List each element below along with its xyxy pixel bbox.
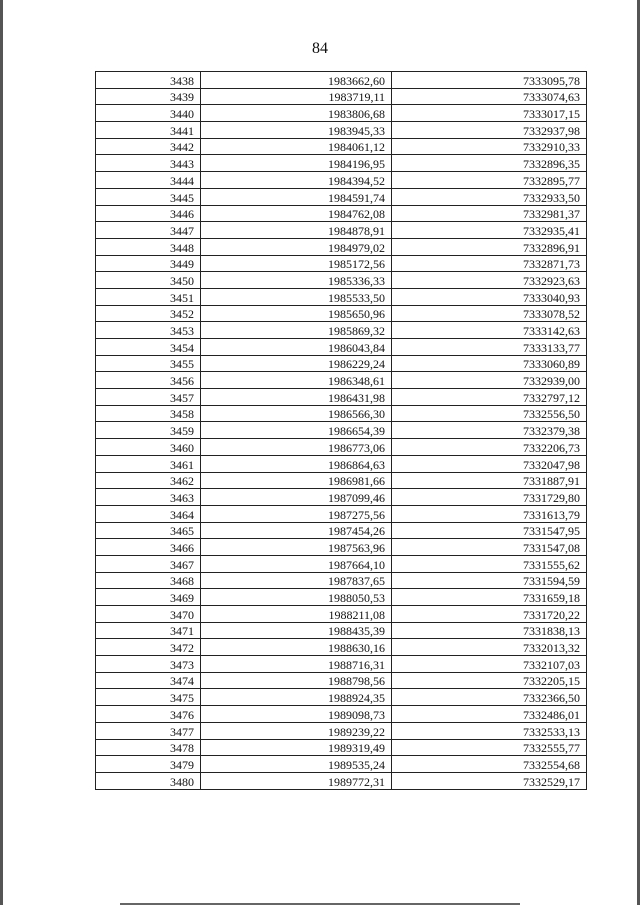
table-row xyxy=(96,739,587,756)
table-row xyxy=(96,188,587,205)
point-number-cell: 3450 xyxy=(96,272,201,289)
x-coordinate-cell: 1988716,31 xyxy=(201,656,392,673)
x-coordinate-cell: 1986431,98 xyxy=(201,389,392,406)
coordinates-table xyxy=(95,71,587,790)
point-number-cell: 3456 xyxy=(96,372,201,389)
table-row xyxy=(96,706,587,723)
x-coordinate-cell: 1986981,66 xyxy=(201,472,392,489)
y-coordinate-cell: 7332013,32 xyxy=(392,639,587,656)
x-coordinate-cell: 1986229,24 xyxy=(201,355,392,372)
y-coordinate-cell: 7332981,37 xyxy=(392,205,587,222)
y-coordinate-cell: 7333074,63 xyxy=(392,88,587,105)
table-row xyxy=(96,672,587,689)
point-number-cell: 3469 xyxy=(96,589,201,606)
y-coordinate-cell: 7332533,13 xyxy=(392,722,587,739)
table-row xyxy=(96,772,587,789)
table-row xyxy=(96,422,587,439)
x-coordinate-cell: 1987454,26 xyxy=(201,522,392,539)
y-coordinate-cell: 7333078,52 xyxy=(392,305,587,322)
point-number-cell: 3442 xyxy=(96,138,201,155)
x-coordinate-cell: 1985869,32 xyxy=(201,322,392,339)
table-row xyxy=(96,606,587,623)
y-coordinate-cell: 7332555,77 xyxy=(392,739,587,756)
table-row xyxy=(96,539,587,556)
x-coordinate-cell: 1984196,95 xyxy=(201,155,392,172)
point-number-cell: 3452 xyxy=(96,305,201,322)
x-coordinate-cell: 1984394,52 xyxy=(201,172,392,189)
point-number-cell: 3444 xyxy=(96,172,201,189)
x-coordinate-cell: 1983719,11 xyxy=(201,88,392,105)
point-number-cell: 3466 xyxy=(96,539,201,556)
x-coordinate-cell: 1985533,50 xyxy=(201,288,392,305)
point-number-cell: 3464 xyxy=(96,505,201,522)
point-number-cell: 3470 xyxy=(96,606,201,623)
table-row xyxy=(96,489,587,506)
x-coordinate-cell: 1986773,06 xyxy=(201,439,392,456)
y-coordinate-cell: 7332939,00 xyxy=(392,372,587,389)
x-coordinate-cell: 1987563,96 xyxy=(201,539,392,556)
x-coordinate-cell: 1986654,39 xyxy=(201,422,392,439)
y-coordinate-cell: 7332797,12 xyxy=(392,389,587,406)
table-row xyxy=(96,105,587,122)
coordinates-table-body xyxy=(96,72,587,790)
y-coordinate-cell: 7332937,98 xyxy=(392,122,587,139)
table-row xyxy=(96,572,587,589)
x-coordinate-cell: 1983945,33 xyxy=(201,122,392,139)
point-number-cell: 3449 xyxy=(96,255,201,272)
table-row xyxy=(96,656,587,673)
x-coordinate-cell: 1989319,49 xyxy=(201,739,392,756)
x-coordinate-cell: 1989535,24 xyxy=(201,756,392,773)
point-number-cell: 3467 xyxy=(96,555,201,572)
point-number-cell: 3463 xyxy=(96,489,201,506)
table-row xyxy=(96,288,587,305)
y-coordinate-cell: 7333142,63 xyxy=(392,322,587,339)
point-number-cell: 3480 xyxy=(96,772,201,789)
y-coordinate-cell: 7332205,15 xyxy=(392,672,587,689)
table-row xyxy=(96,472,587,489)
point-number-cell: 3465 xyxy=(96,522,201,539)
table-row xyxy=(96,88,587,105)
table-row xyxy=(96,405,587,422)
y-coordinate-cell: 7332935,41 xyxy=(392,222,587,239)
y-coordinate-cell: 7332895,77 xyxy=(392,172,587,189)
y-coordinate-cell: 7332896,35 xyxy=(392,155,587,172)
x-coordinate-cell: 1988050,53 xyxy=(201,589,392,606)
point-number-cell: 3440 xyxy=(96,105,201,122)
table-row xyxy=(96,355,587,372)
x-coordinate-cell: 1989239,22 xyxy=(201,722,392,739)
y-coordinate-cell: 7332379,38 xyxy=(392,422,587,439)
point-number-cell: 3443 xyxy=(96,155,201,172)
table-row xyxy=(96,255,587,272)
table-row xyxy=(96,222,587,239)
x-coordinate-cell: 1983662,60 xyxy=(201,72,392,89)
x-coordinate-cell: 1985650,96 xyxy=(201,305,392,322)
table-row xyxy=(96,305,587,322)
y-coordinate-cell: 7331659,18 xyxy=(392,589,587,606)
table-row xyxy=(96,205,587,222)
y-coordinate-cell: 7332486,01 xyxy=(392,706,587,723)
x-coordinate-cell: 1989772,31 xyxy=(201,772,392,789)
point-number-cell: 3479 xyxy=(96,756,201,773)
x-coordinate-cell: 1985172,56 xyxy=(201,255,392,272)
x-coordinate-cell: 1988924,35 xyxy=(201,689,392,706)
y-coordinate-cell: 7332529,17 xyxy=(392,772,587,789)
table-row xyxy=(96,372,587,389)
scan-edge-left xyxy=(0,0,3,905)
y-coordinate-cell: 7331547,08 xyxy=(392,539,587,556)
y-coordinate-cell: 7333133,77 xyxy=(392,339,587,356)
table-row xyxy=(96,555,587,572)
x-coordinate-cell: 1988630,16 xyxy=(201,639,392,656)
y-coordinate-cell: 7332871,73 xyxy=(392,255,587,272)
y-coordinate-cell: 7333060,89 xyxy=(392,355,587,372)
x-coordinate-cell: 1984061,12 xyxy=(201,138,392,155)
y-coordinate-cell: 7331838,13 xyxy=(392,622,587,639)
y-coordinate-cell: 7331547,95 xyxy=(392,522,587,539)
point-number-cell: 3438 xyxy=(96,72,201,89)
x-coordinate-cell: 1985336,33 xyxy=(201,272,392,289)
table-row xyxy=(96,522,587,539)
x-coordinate-cell: 1983806,68 xyxy=(201,105,392,122)
table-row xyxy=(96,238,587,255)
x-coordinate-cell: 1989098,73 xyxy=(201,706,392,723)
y-coordinate-cell: 7333095,78 xyxy=(392,72,587,89)
table-row xyxy=(96,155,587,172)
table-row xyxy=(96,455,587,472)
point-number-cell: 3458 xyxy=(96,405,201,422)
table-row xyxy=(96,322,587,339)
table-row xyxy=(96,122,587,139)
point-number-cell: 3441 xyxy=(96,122,201,139)
x-coordinate-cell: 1986043,84 xyxy=(201,339,392,356)
page-number: 84 xyxy=(312,40,328,57)
table-row xyxy=(96,339,587,356)
x-coordinate-cell: 1986864,63 xyxy=(201,455,392,472)
y-coordinate-cell: 7332107,03 xyxy=(392,656,587,673)
y-coordinate-cell: 7331720,22 xyxy=(392,606,587,623)
y-coordinate-cell: 7331729,80 xyxy=(392,489,587,506)
point-number-cell: 3471 xyxy=(96,622,201,639)
table-row xyxy=(96,389,587,406)
point-number-cell: 3462 xyxy=(96,472,201,489)
x-coordinate-cell: 1984762,08 xyxy=(201,205,392,222)
point-number-cell: 3457 xyxy=(96,389,201,406)
point-number-cell: 3460 xyxy=(96,439,201,456)
point-number-cell: 3453 xyxy=(96,322,201,339)
table-row xyxy=(96,505,587,522)
point-number-cell: 3445 xyxy=(96,188,201,205)
x-coordinate-cell: 1988798,56 xyxy=(201,672,392,689)
point-number-cell: 3468 xyxy=(96,572,201,589)
table-row xyxy=(96,272,587,289)
x-coordinate-cell: 1987664,10 xyxy=(201,555,392,572)
table-row xyxy=(96,439,587,456)
point-number-cell: 3472 xyxy=(96,639,201,656)
point-number-cell: 3473 xyxy=(96,656,201,673)
y-coordinate-cell: 7332206,73 xyxy=(392,439,587,456)
point-number-cell: 3475 xyxy=(96,689,201,706)
table-row xyxy=(96,756,587,773)
x-coordinate-cell: 1986566,30 xyxy=(201,405,392,422)
point-number-cell: 3446 xyxy=(96,205,201,222)
point-number-cell: 3447 xyxy=(96,222,201,239)
table-row xyxy=(96,138,587,155)
point-number-cell: 3454 xyxy=(96,339,201,356)
table-row xyxy=(96,172,587,189)
y-coordinate-cell: 7331555,62 xyxy=(392,555,587,572)
table-row xyxy=(96,72,587,89)
table-row xyxy=(96,722,587,739)
x-coordinate-cell: 1987099,46 xyxy=(201,489,392,506)
point-number-cell: 3478 xyxy=(96,739,201,756)
y-coordinate-cell: 7332923,63 xyxy=(392,272,587,289)
y-coordinate-cell: 7332896,91 xyxy=(392,238,587,255)
point-number-cell: 3451 xyxy=(96,288,201,305)
x-coordinate-cell: 1988435,39 xyxy=(201,622,392,639)
y-coordinate-cell: 7333017,15 xyxy=(392,105,587,122)
point-number-cell: 3474 xyxy=(96,672,201,689)
table-row xyxy=(96,622,587,639)
x-coordinate-cell: 1986348,61 xyxy=(201,372,392,389)
point-number-cell: 3455 xyxy=(96,355,201,372)
y-coordinate-cell: 7333040,93 xyxy=(392,288,587,305)
y-coordinate-cell: 7331594,59 xyxy=(392,572,587,589)
y-coordinate-cell: 7332366,50 xyxy=(392,689,587,706)
x-coordinate-cell: 1987275,56 xyxy=(201,505,392,522)
point-number-cell: 3439 xyxy=(96,88,201,105)
y-coordinate-cell: 7332554,68 xyxy=(392,756,587,773)
x-coordinate-cell: 1984591,74 xyxy=(201,188,392,205)
y-coordinate-cell: 7332910,33 xyxy=(392,138,587,155)
point-number-cell: 3459 xyxy=(96,422,201,439)
point-number-cell: 3461 xyxy=(96,455,201,472)
table-row xyxy=(96,689,587,706)
table-row xyxy=(96,639,587,656)
point-number-cell: 3448 xyxy=(96,238,201,255)
y-coordinate-cell: 7332556,50 xyxy=(392,405,587,422)
point-number-cell: 3476 xyxy=(96,706,201,723)
x-coordinate-cell: 1988211,08 xyxy=(201,606,392,623)
y-coordinate-cell: 7332047,98 xyxy=(392,455,587,472)
table-row xyxy=(96,589,587,606)
y-coordinate-cell: 7331887,91 xyxy=(392,472,587,489)
x-coordinate-cell: 1984979,02 xyxy=(201,238,392,255)
x-coordinate-cell: 1987837,65 xyxy=(201,572,392,589)
y-coordinate-cell: 7331613,79 xyxy=(392,505,587,522)
x-coordinate-cell: 1984878,91 xyxy=(201,222,392,239)
point-number-cell: 3477 xyxy=(96,722,201,739)
y-coordinate-cell: 7332933,50 xyxy=(392,188,587,205)
